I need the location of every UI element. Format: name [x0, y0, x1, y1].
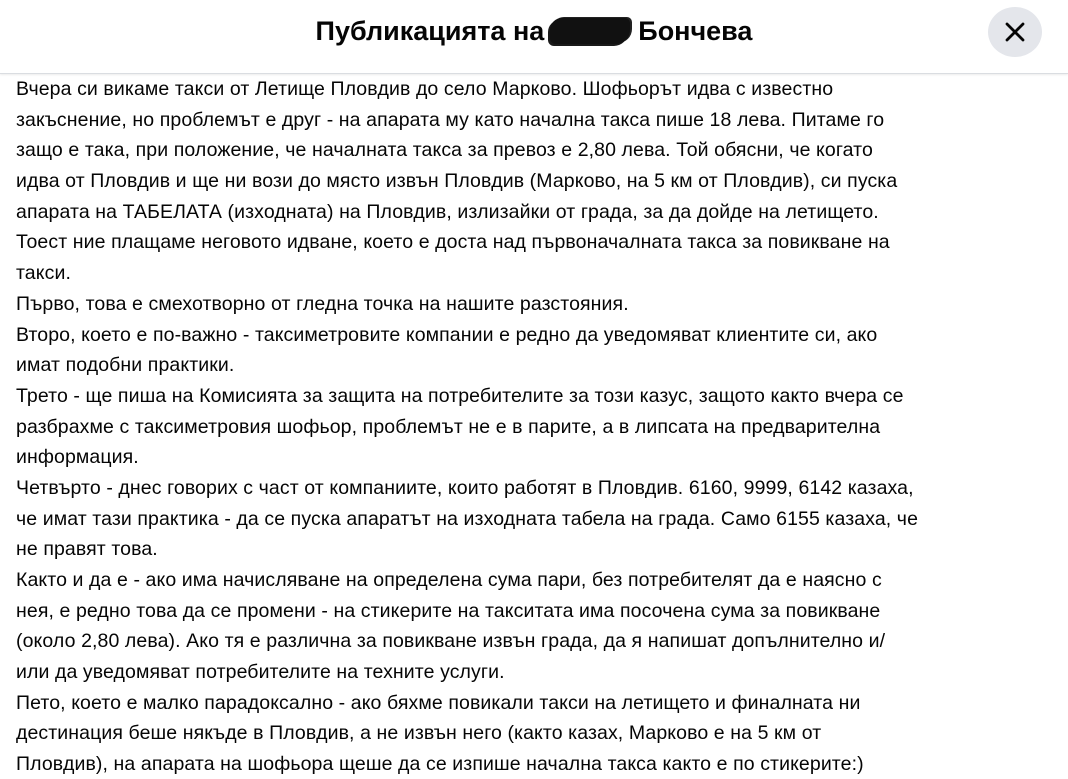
post-text-line: апарата на ТАБЕЛАТА (изходната) на Пловдив, излизайки от града, за да дойде на летището. [16, 200, 879, 223]
post-text-line: Както и да е - ако има начисляване на определена сума пари, без потребителят да е наясно с [16, 569, 882, 591]
close-button[interactable] [988, 7, 1042, 57]
post-text-line: дестинация беше някъде в Пловдив, а не извън него (както казах, Марково е на 5 км от [16, 722, 822, 745]
post-text-line: че имат тази практика - да се пуска апаратът на изходната табела на града. Само 6155 казаха, че [16, 507, 919, 530]
title-prefix: Публикацията на [315, 16, 545, 46]
post-text-line: идва от Пловдив и ще ни вози до място извън Пловдив (Марково, на 5 км от Пловдив), си пуска [16, 170, 898, 193]
post-text-line: имат подобни практики. [16, 354, 235, 377]
post-text-line: Пето, което е малко парадоксално - ако бяхме повикали такси на летището и финалната ни [16, 691, 861, 714]
post-text [16, 74, 1056, 779]
post-text-line: Вчера си викаме такси от Летище Пловдив до село Марково. Шофьорът идва с известно [16, 78, 834, 100]
post-text-line: не правят това. [16, 538, 158, 561]
close-icon [1004, 21, 1026, 43]
post-text-line: Тоест ние плащаме неговото идване, което е доста над първоначалната такса за повикване на [16, 231, 890, 254]
modal-title [0, 14, 1068, 48]
post-text-line: Пловдив), на апарата на шофьора щеше да се изпише начална такса както е по стикерите:) [16, 753, 864, 776]
post-text-line: (около 2,80 лева). Ако тя е различна за повикване извън града, да я напишат допълнително и/ [16, 630, 886, 653]
redacted-name-mark [550, 18, 630, 44]
post-text-line: или да уведомяват потребителите на техните услуги. [16, 661, 505, 684]
post-text-line: информация. [16, 446, 139, 469]
post-text-line: закъснение, но проблемът е друг - на апарата му като начална такса пише 18 лева. Питаме го [16, 108, 885, 131]
modal-header [0, 0, 1068, 74]
title-suffix: Бончева [638, 16, 753, 46]
post-text-line: Второ, което е по-важно - таксиметровите компании е редно да уведомяват клиентите си, ако [16, 323, 878, 346]
post-text-line: Първо, това е смехотворно от гледна точка на нашите разстояния. [16, 292, 629, 315]
post-text-line: Четвърто - днес говорих с част от компаниите, които работят в Пловдив. 6160, 9999, 6142 казаха, [16, 476, 914, 499]
post-text-line: нея, е редно това да се промени - на стикерите на такситата има посочена сума за повикване [16, 599, 881, 622]
post-text-line: Трето - ще пиша на Комисията за защита на потребителите за този казус, защото както вчера се [16, 384, 904, 407]
post-text-line: такси. [16, 262, 71, 285]
post-text-line: разбрахме с таксиметровия шофьор, проблемът не е в парите, а в липсата на предварителна [16, 415, 881, 438]
post-text-line: защо е така, при положение, че началната такса за превоз е 2,80 лева. Той обясни, че когато [16, 139, 873, 162]
